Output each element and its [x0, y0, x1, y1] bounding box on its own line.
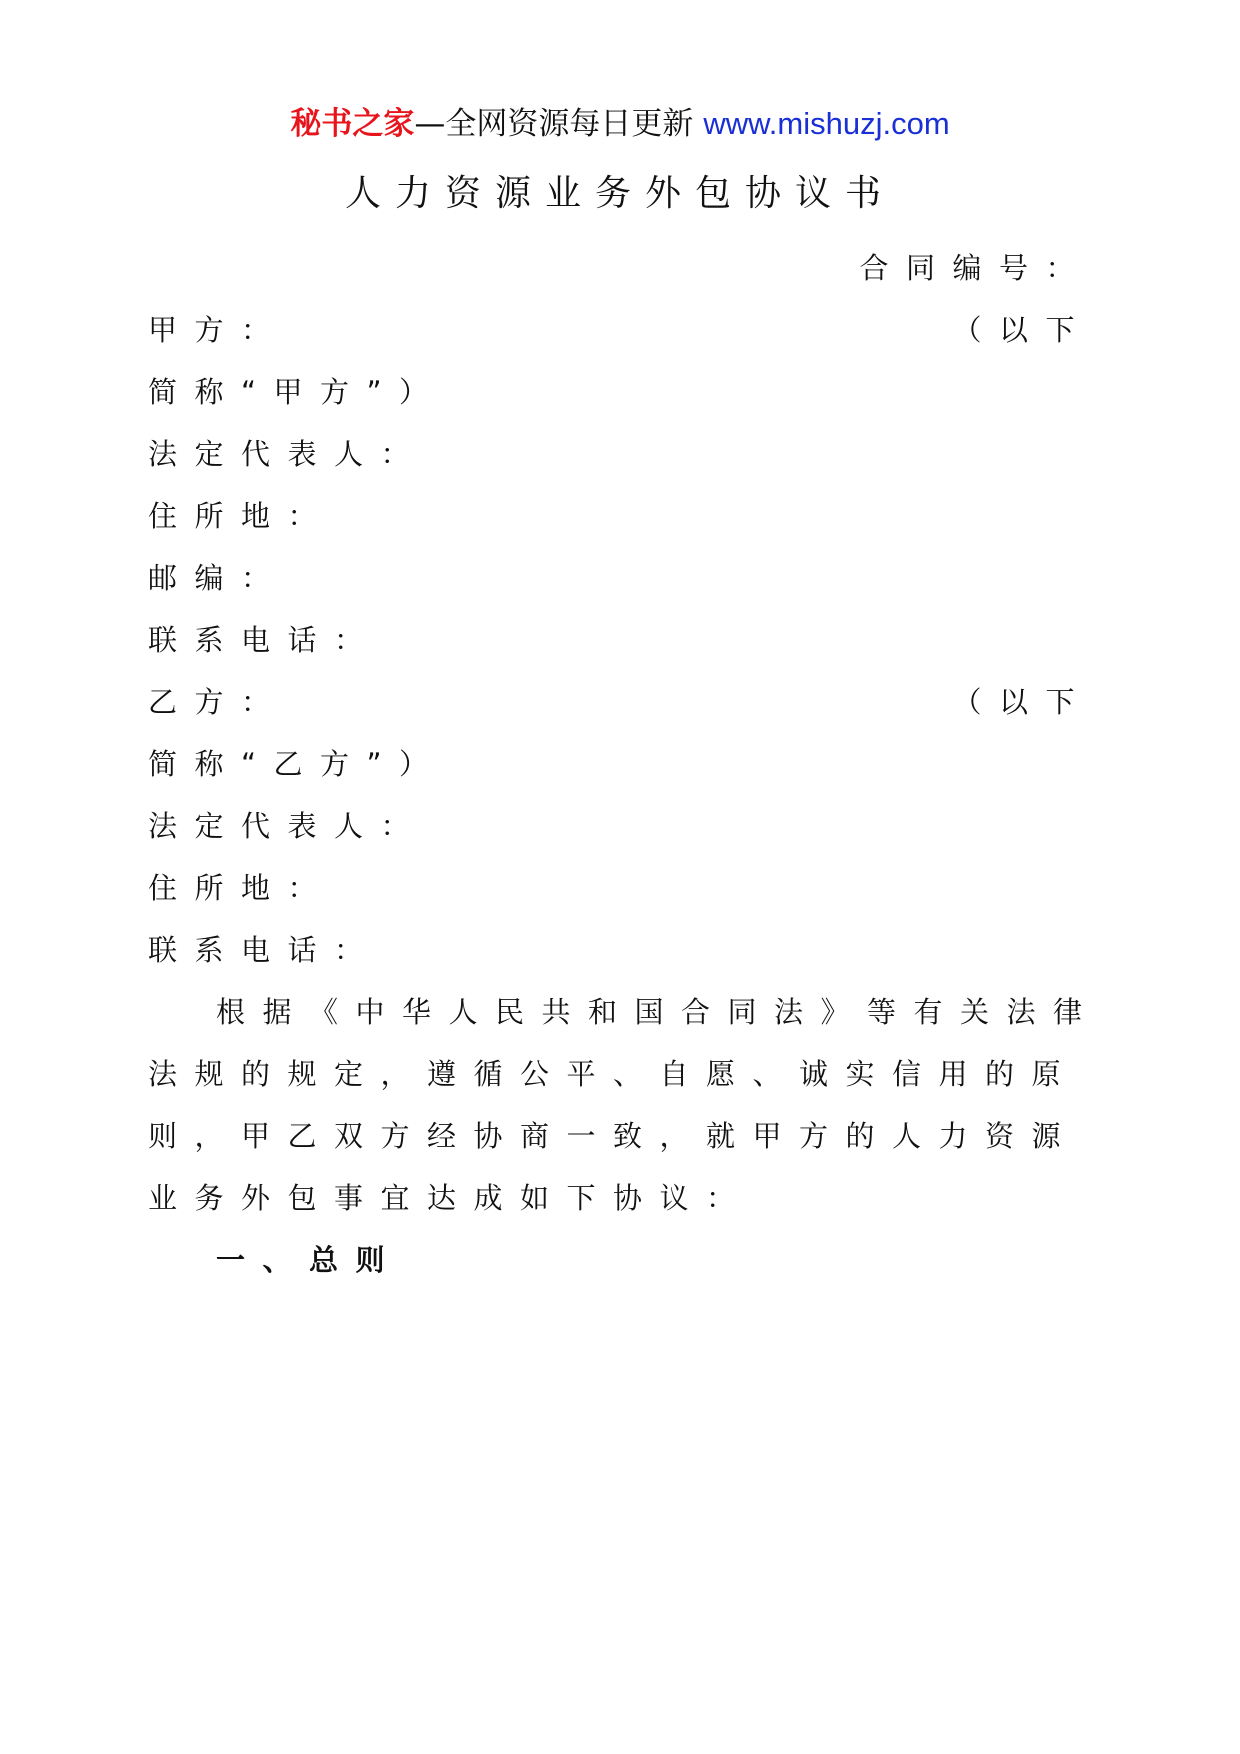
watermark-banner: [0, 100, 1240, 148]
preamble-line-1: 根据《中华人民共和国合同法》等有关法律: [216, 995, 1100, 1029]
preamble-line-3: 则，甲乙双方经协商一致，就甲方的人力资源: [148, 1119, 1079, 1153]
preamble-line-4: 业务外包事宜达成如下协议：: [148, 1181, 753, 1215]
watermark-brand: 秘书之家: [290, 106, 415, 142]
contract-number-label: 合同编号：: [859, 251, 1092, 285]
party-a-postcode: 邮编：: [148, 561, 288, 595]
party-b-alias-open: （以下: [952, 685, 1092, 719]
party-a-alias-open: （以下: [952, 313, 1092, 347]
section-heading-general: 一、总则: [216, 1243, 403, 1277]
watermark-url[interactable]: www.mishuzj.com: [703, 106, 950, 141]
party-a-phone: 联系电话：: [148, 623, 381, 657]
watermark-slogan: 全网资源每日更新: [445, 106, 694, 142]
party-a-alias-close: 简称“甲方”）: [148, 375, 446, 409]
party-a-legal-rep: 法定代表人：: [148, 437, 428, 471]
party-b-legal-rep: 法定代表人：: [148, 809, 428, 843]
party-a-address: 住所地：: [148, 499, 335, 533]
watermark-dash: —: [414, 106, 446, 142]
party-a-label: 甲方：: [148, 313, 288, 347]
preamble-line-2: 法规的规定，遵循公平、自愿、诚实信用的原: [148, 1057, 1079, 1091]
party-b-address: 住所地：: [148, 871, 335, 905]
party-b-label: 乙方：: [148, 685, 288, 719]
document-title: 人力资源业务外包协议书: [344, 173, 895, 214]
party-b-phone: 联系电话：: [148, 933, 381, 967]
party-b-alias-close: 简称“乙方”）: [148, 747, 446, 781]
